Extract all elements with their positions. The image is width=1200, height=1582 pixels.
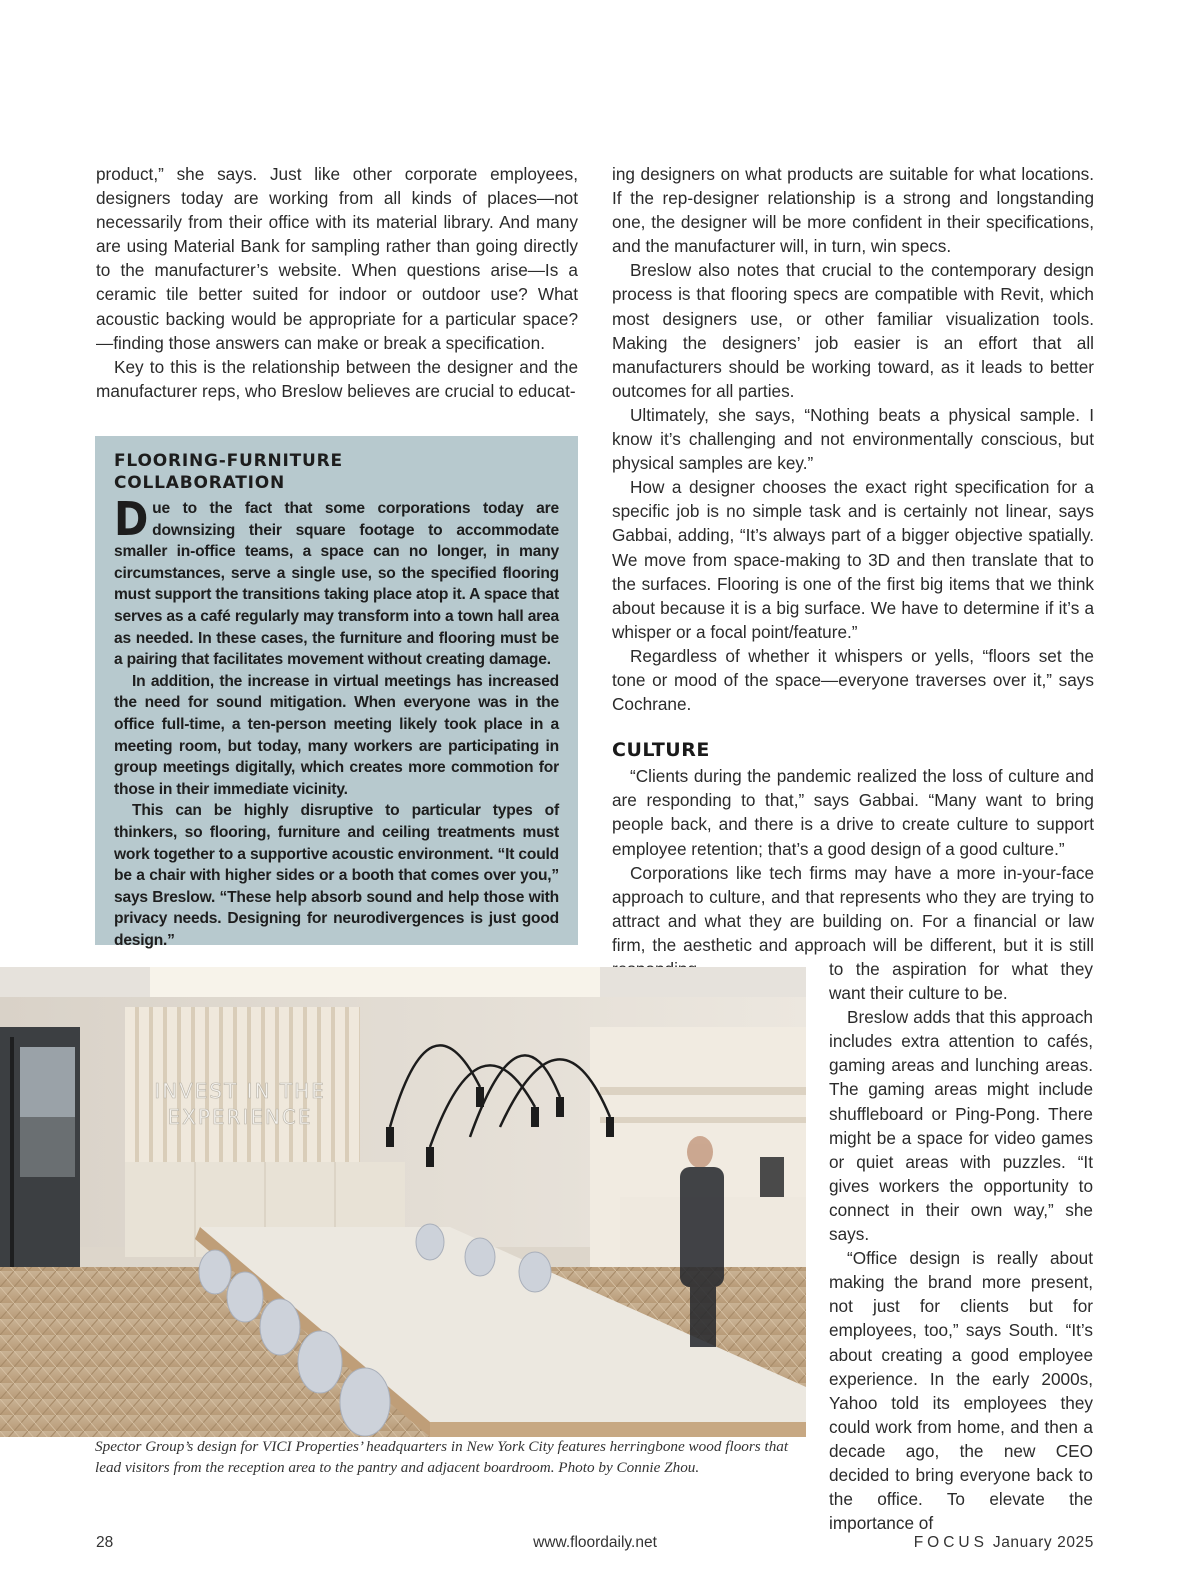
right-paragraph-6: “Clients during the pandemic realized the loss of culture and are responding to that,” says Gabbai. “Many want to bring people back, and there is a drive to create culture to support employee retention; that’s a good design of a good culture.”: [612, 766, 1094, 859]
sidebar-title: FLOORING-FURNITURE COLLABORATION: [114, 451, 343, 493]
sidebar-body: [114, 492, 559, 951]
office-photo: [0, 967, 806, 1437]
photo-caption: Spector Group’s design for VICI Properties’ headquarters in New York City features herringbone wood floors that lead visitors from the reception area to the pantry and adjacent boardroom. Photo by Connie Zhou.: [95, 1438, 789, 1476]
publication-name: FOCUS: [913, 1534, 988, 1551]
wrap-paragraph-2: Breslow adds that this approach includes extra attention to cafés, gaming areas and lunching areas. The gaming areas might include shuffleboard or Ping-Pong. There might be a space for video games or quiet areas with puzzles. “It gives workers the opportunity to connect in their own way,” she says.: [829, 1007, 1093, 1245]
sidebar-paragraph-1-text: ue to the fact that some corporations today are downsizing their square footage to accommodate smaller in-office teams, a space can no longer, in many circumstances, serve a single use, so the specified flooring must support the transitions taking place atop it. A space that serves as a café regularly may transform into a town hall area as needed. In these cases, the furniture and flooring must be a pairing that facilitates movement without creating damage.: [114, 500, 559, 669]
left-column: [96, 162, 578, 403]
left-paragraph-1: product,” she says. Just like other corporate employees, designers today are working from all kinds of places—not necessarily from their office with its material library. And many are using Material Bank for sampling rather than going directly to the manufacturer’s website. When questions arise—Is a ceramic tile better suited for indoor or outdoor use? What acoustic backing would be appropriate for a particular space?—finding those answers can make or break a specification.: [96, 164, 578, 353]
publication-info: [914, 1534, 1094, 1552]
sidebar-paragraph-3: This can be highly disruptive to particular types of thinkers, so flooring, furniture and ceiling treatments must work together to a supportive acoustic environment. “It could be a chair with higher sides or a booth that comes over you,” says Breslow. “These help absorb sound and help those with privacy needs. Designing for neurodivergences is just good design.”: [114, 802, 559, 949]
right-paragraph-2: Breslow also notes that crucial to the contemporary design process is that flooring specs are compatible with Revit, which most designers use, or other familiar visualization tools. Making the designers’ job easier is an effort that all manufacturers should be working toward, as it leads to better outcomes for all parties.: [612, 260, 1094, 401]
issue-date: January 2025: [992, 1534, 1094, 1551]
wrap-column: [829, 957, 1093, 1535]
sidebar-paragraph-1: [114, 492, 559, 671]
right-paragraph-5: Regardless of whether it whispers or yells, “floors set the tone or mood of the space—everyone traverses over it,” says Cochrane.: [612, 645, 1094, 715]
right-column: [612, 162, 1094, 981]
wrap-paragraph-1: to the aspiration for what they want their culture to be.: [829, 959, 1093, 1004]
site-url: www.floordaily.net: [533, 1534, 657, 1551]
wall-sign-line-2: EXPERIENCE: [167, 1105, 313, 1129]
right-paragraph-4: How a designer chooses the exact right specification for a specific job is no simple task and is certainly not linear, says Gabbai, adding, “It’s always part of a bigger objective spatially. We move from space-making to 3D and then translate that to the surfaces. Flooring is one of the first big items that we think about because it is a big surface. We have to determine if it’s a whisper or a focal point/feature.”: [612, 477, 1094, 642]
wrap-paragraph-3: “Office design is really about making the brand more present, not just for clients but for employees, too,” says South. “It’s about creating a good employee experience. In the early 2000s, Yahoo told its employees they could work from home, and then a decade ago, the new CEO decided to bring everyone back to the office. To elevate the importance of: [829, 1248, 1093, 1534]
page-number: 28: [96, 1534, 114, 1551]
section-heading-culture: CULTURE: [612, 739, 710, 762]
right-paragraph-3: Ultimately, she says, “Nothing beats a physical sample. I know it’s challenging and not environmentally conscious, but physical samples are key.”: [612, 404, 1094, 474]
drop-cap: D: [114, 492, 149, 546]
wall-sign-line-1: INVEST IN THE: [154, 1079, 326, 1103]
sidebar-paragraph-2: In addition, the increase in virtual meetings has increased the need for sound mitigation. When everyone was in the office full-time, a ten-person meeting likely took place in a meeting room, but today, many workers are participating in group meetings digitally, which creates more commotion for those in their immediate vicinity.: [114, 672, 559, 798]
left-paragraph-2: Key to this is the relationship between the designer and the manufacturer reps, who Breslow believes are crucial to educat-: [96, 356, 578, 401]
sidebar-box: [95, 436, 578, 949]
right-paragraph-1: ing designers on what products are suitable for what locations. If the rep-designer relationship is a strong and longstanding one, the designer will be more confident in their specifications, and the manufacturer will, in turn, win specs.: [612, 164, 1094, 257]
right-paragraph-7: Corporations like tech firms may have a more in-your-face approach to culture, and that represents who they are trying to attract and what they are building on. For a financial or law firm, the aesthetic and approach will be different, but it is still: [612, 862, 1094, 955]
